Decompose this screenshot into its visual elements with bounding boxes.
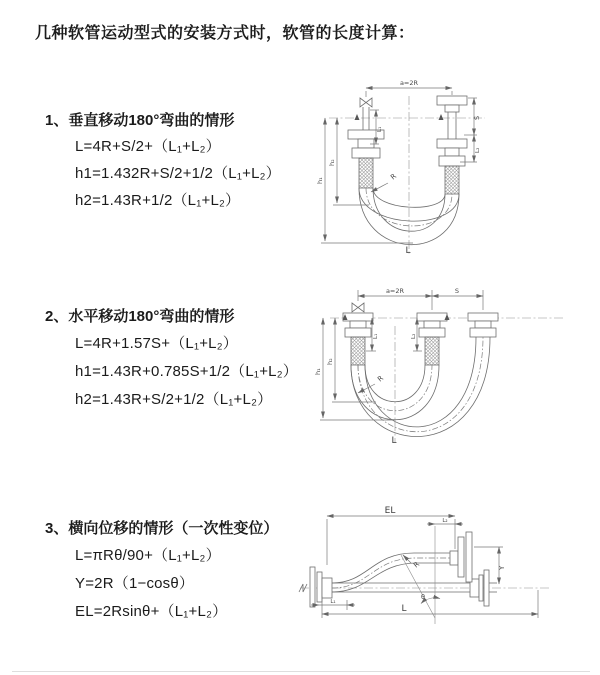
radius-callout xyxy=(371,172,398,192)
valve-icon xyxy=(352,303,364,312)
dim-h2-label: h₂ xyxy=(326,358,334,365)
section-3-heading: 3、横向位移的情形（一次性变位） xyxy=(45,520,279,537)
section-2-formula-h1: h1=1.43R+0.785S+1/2（L₁+L₂） xyxy=(75,363,298,380)
radius-label: R xyxy=(412,560,422,570)
dim-s-label: S xyxy=(473,115,481,120)
dim-a2r xyxy=(366,79,452,97)
section-3-formula-L: L=πRθ/90+（L₁+L₂） xyxy=(75,547,221,564)
section-2-heading: 2、水平移动180°弯曲的情形 xyxy=(45,308,235,325)
dim-h1-label: h₁ xyxy=(314,368,322,375)
dim-el xyxy=(327,506,455,565)
s-curve-hose xyxy=(332,553,450,592)
dim-a2r xyxy=(358,287,483,310)
hose-arcs xyxy=(351,337,490,437)
diagram-horizontal-180-bend xyxy=(316,281,590,457)
section-1-formula-h2: h2=1.43R+1/2（L₁+L₂） xyxy=(75,192,241,209)
dim-l2-label: L₂ xyxy=(442,518,448,524)
dim-l1-label: L₁ xyxy=(373,333,379,339)
section-2-formula-h2: h2=1.43R+S/2+1/2（L₁+L₂） xyxy=(75,391,273,408)
braided-hose-section xyxy=(425,337,439,365)
length-label: L xyxy=(401,604,407,614)
dim-h1-label: h₁ xyxy=(316,177,324,184)
dim-y-label: Y xyxy=(498,565,506,570)
right-pipe xyxy=(437,96,467,194)
section-3-formula-Y: Y=2R（1−cosθ） xyxy=(75,575,195,592)
section-2-formula-L: L=4R+1.57S+（L₁+L₂） xyxy=(75,335,238,352)
diagram-vertical-180-bend xyxy=(313,76,593,268)
radius-label: R xyxy=(389,172,399,182)
end-face-arrow xyxy=(355,114,360,120)
dim-l2-label: L₂ xyxy=(411,333,417,339)
radius-callout xyxy=(403,555,421,570)
dim-s-label: S xyxy=(454,287,460,295)
braided-hose-section xyxy=(445,166,459,194)
section-1-heading: 1、垂直移动180°弯曲的情形 xyxy=(45,112,235,129)
length-label: L xyxy=(405,246,411,256)
dim-l1-label: L₁ xyxy=(377,126,383,132)
dim-l2-label: L₂ xyxy=(475,147,481,153)
page-title: 几种软管运动型式的安装方式时，软管的长度计算： xyxy=(35,25,415,42)
braided-hose-section xyxy=(359,158,373,188)
left-flange xyxy=(310,567,332,607)
section-3-formula-EL: EL=2Rsinθ+（L₁+L₂） xyxy=(75,603,228,620)
centerlines xyxy=(329,96,485,254)
end-face-arrow xyxy=(439,114,444,120)
dim-l2 xyxy=(427,518,463,524)
left-pipe xyxy=(348,107,384,188)
angle-theta-label: θ xyxy=(421,593,425,601)
diagram-lateral-displacement xyxy=(298,496,594,648)
dim-l xyxy=(322,590,538,618)
valve-icon xyxy=(360,98,372,107)
section-1-formula-L: L=4R+S/2+（L₁+L₂） xyxy=(75,138,221,155)
left-pipe xyxy=(343,313,373,365)
dim-l1-label: L₁ xyxy=(330,599,336,605)
dim-a2r-label: a=2R xyxy=(385,287,405,295)
radius-label: R xyxy=(376,374,386,384)
section-1-formula-h1: h1=1.432R+S/2+1/2（L₁+L₂） xyxy=(75,165,281,182)
middle-pipe xyxy=(417,313,447,365)
dim-a2r-label: a=2R xyxy=(399,79,419,87)
dim-s xyxy=(432,287,483,296)
dim-h2-label: h₂ xyxy=(328,159,336,166)
braided-hose-section xyxy=(351,337,365,365)
length-label: L xyxy=(391,436,397,446)
displaced-end-flange xyxy=(450,532,472,582)
dim-el-label: EL xyxy=(384,506,396,516)
angle-construction xyxy=(401,526,440,624)
right-pipe xyxy=(468,313,498,337)
page-edge-rule xyxy=(12,671,590,672)
